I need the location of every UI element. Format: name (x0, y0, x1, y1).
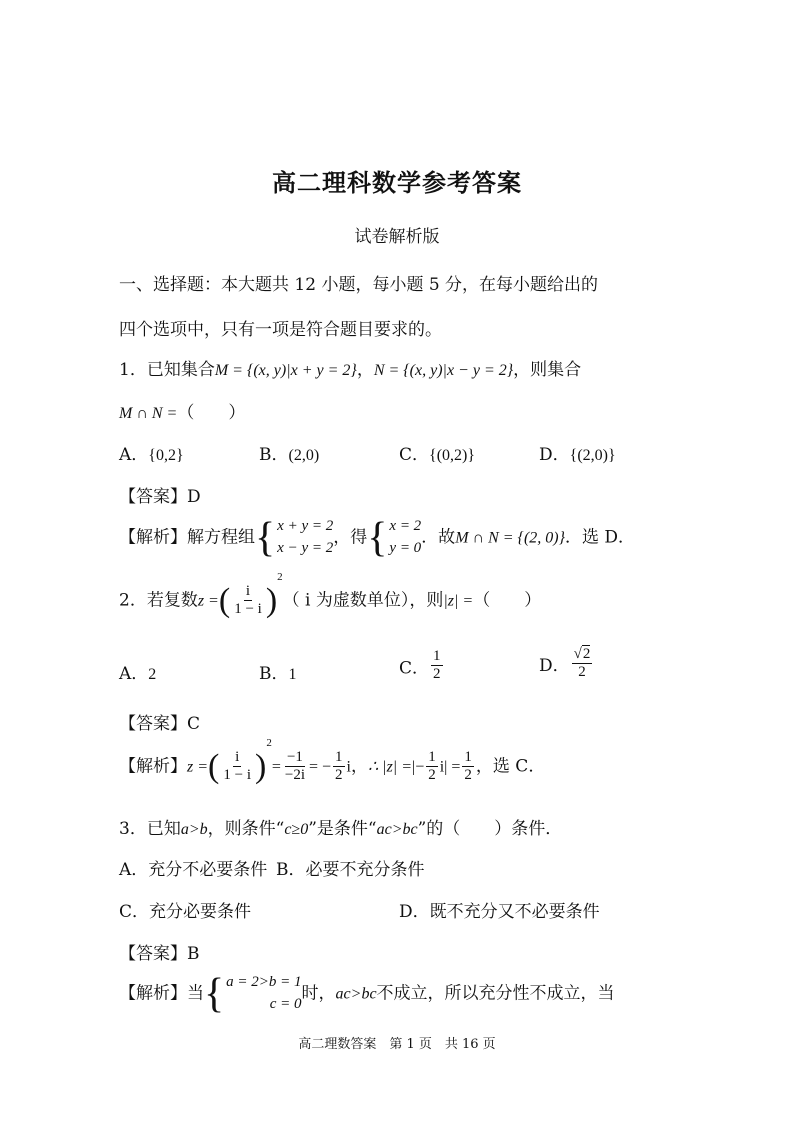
equals: = − (309, 758, 332, 776)
q3-condition: a>b (180, 821, 208, 838)
imaginary-unit: i (346, 758, 351, 776)
q2-z: z = (197, 592, 219, 610)
q1-option-a (119, 440, 184, 465)
denominator: 2 (335, 767, 343, 784)
numerator: i (244, 583, 252, 601)
fraction (572, 645, 593, 682)
q2-mid: （ i 为虚数单位），则 (282, 590, 444, 611)
fraction (462, 749, 474, 785)
condition-row: a = 2>b = 1 (226, 974, 302, 990)
option-value: {(2,0)} (569, 447, 616, 464)
analysis-text: 不成立，所以充分性不成立，当 (376, 983, 615, 1004)
option-label: B． (259, 664, 289, 684)
section-heading-line2: 四个选项中，只有一项是符合题目要求的。 (119, 320, 442, 340)
q2-option-a (119, 659, 156, 684)
condition-system (204, 972, 302, 1016)
denominator: 1 − i (234, 601, 262, 618)
option-label: A． (119, 445, 149, 465)
q2-answer-blank: （ ） (473, 590, 542, 611)
q1-option-b (259, 440, 319, 465)
analysis-text: 时， (301, 983, 336, 1004)
exponent: 2 (277, 571, 283, 583)
page-title: 高二理科数学参考答案 (272, 169, 522, 197)
numerator: 1 (462, 749, 474, 767)
q1-option-c (399, 440, 475, 465)
left-paren-icon: ( (218, 581, 231, 619)
abs-open: |− (412, 758, 425, 776)
fraction (221, 749, 253, 785)
brace-icon: { (204, 970, 225, 1017)
section-heading-line1: 一、选择题：本大题共 12 小题，每小题 5 分，在每小题给出的 (119, 275, 599, 295)
q3-option-a: A．充分不必要条件 (119, 860, 268, 880)
abs-close: i| = (439, 758, 461, 776)
equation-system (255, 516, 333, 560)
denominator: 2 (464, 767, 472, 784)
q3-option-c: C．充分必要条件 (119, 902, 252, 922)
option-label: D． (539, 655, 570, 676)
q1-option-d (539, 440, 616, 465)
brace-icon: { (367, 514, 388, 561)
right-paren-icon: ) (255, 747, 267, 785)
option-value: {(0,2)} (429, 447, 476, 464)
q3-option-d: D．既不充分又不必要条件 (399, 902, 600, 922)
q2-option-d (539, 645, 594, 682)
q3-answer: 【答案】B (119, 944, 200, 964)
brace-icon: { (255, 514, 276, 561)
denominator: 2 (578, 664, 586, 681)
analysis-z: z = (187, 758, 209, 776)
option-label: C． (399, 445, 430, 465)
option-value: {0,2} (148, 447, 184, 464)
equation-row: x + y = 2 (277, 518, 334, 534)
option-label: A． (119, 664, 149, 684)
q3-condition-1: c≥0 (284, 821, 309, 838)
q1-answer: 【答案】D (119, 487, 201, 507)
numerator: −1 (285, 749, 305, 767)
analysis-label: 【解析】 (119, 983, 187, 1004)
q1-comma: ， (356, 360, 374, 380)
denominator: 2 (433, 666, 441, 683)
analysis-text: 解方程组 (187, 527, 255, 548)
right-paren-icon: ) (265, 581, 278, 619)
q3-option-b: B．必要不充分条件 (276, 860, 425, 880)
option-label: C． (399, 658, 430, 679)
analysis-label: 【解析】 (119, 527, 187, 548)
solution-system (367, 516, 421, 560)
q2-lead: 2．若复数 (119, 590, 198, 611)
denominator: −2i (284, 767, 305, 784)
numerator: i (233, 749, 241, 767)
q3-lead: 3．已知 (119, 819, 181, 839)
q2-option-b (259, 659, 297, 684)
q1-stem-line2 (119, 398, 245, 423)
q2-option-c (399, 648, 445, 684)
analysis-math: M ∩ N = {(2, 0)} (455, 529, 565, 547)
analysis-math: ac>bc (335, 985, 377, 1003)
analysis-math: ∴ |z| = (368, 758, 412, 776)
exponent: 2 (266, 737, 272, 749)
numerator: 1 (333, 749, 345, 767)
fraction (426, 749, 438, 785)
q1-analysis (119, 516, 635, 560)
analysis-text: ．故 (421, 527, 456, 548)
analysis-text: 当 (187, 983, 204, 1004)
numerator: 1 (431, 648, 443, 666)
q3-text: ，则条件“ (207, 819, 285, 839)
q3-tail: ”的（ ）条件． (417, 819, 563, 839)
fraction (333, 749, 345, 785)
q1-set-m: M = {(x, y)|x + y = 2} (214, 362, 357, 379)
q2-analysis (119, 737, 546, 785)
q2-stem (119, 571, 542, 619)
page-subtitle: 试卷解析版 (354, 227, 440, 247)
q3-condition-2: ac>bc (376, 821, 418, 838)
condition-row: c = 0 (269, 995, 302, 1012)
fraction (283, 749, 307, 785)
equation-row: y = 0 (389, 539, 422, 556)
denominator: 2 (428, 767, 436, 784)
equation-row: x − y = 2 (277, 539, 334, 556)
q3-analysis (119, 972, 615, 1016)
analysis-text: ，选 C． (475, 756, 546, 777)
denominator: 1 − i (223, 767, 251, 784)
radicand: 2 (582, 646, 591, 662)
option-label: B． (259, 445, 289, 465)
analysis-text: ，得 (333, 527, 368, 548)
equation-row: x = 2 (389, 518, 422, 534)
numerator: √2 (572, 645, 593, 664)
option-value: 1 (288, 666, 297, 683)
q3-stem (119, 814, 562, 839)
left-paren-icon: ( (208, 747, 220, 785)
q1-stem (119, 355, 581, 380)
equals: = (271, 758, 281, 776)
fraction (232, 583, 264, 619)
q2-answer: 【答案】C (119, 714, 201, 734)
q1-lead: 1．已知集合 (119, 360, 215, 380)
option-label: D． (539, 445, 570, 465)
q1-intersection: M ∩ N = (119, 405, 178, 422)
q1-set-n: N = {(x, y)|x − y = 2} (373, 362, 514, 379)
analysis-label: 【解析】 (119, 756, 187, 777)
option-value: 2 (148, 666, 157, 683)
q1-tail: ，则集合 (513, 360, 582, 380)
numerator: 1 (426, 749, 438, 767)
q1-answer-blank: （ ） (177, 403, 246, 423)
fraction (431, 648, 443, 684)
q2-abs: |z| = (443, 592, 474, 610)
q3-text: ”是条件“ (308, 819, 377, 839)
option-value: (2,0) (288, 447, 320, 464)
analysis-text: ， (351, 756, 368, 777)
page-footer: 高二理数答案 第 1 页 共 16 页 (298, 1037, 496, 1052)
analysis-text: ．选 D． (565, 527, 636, 548)
